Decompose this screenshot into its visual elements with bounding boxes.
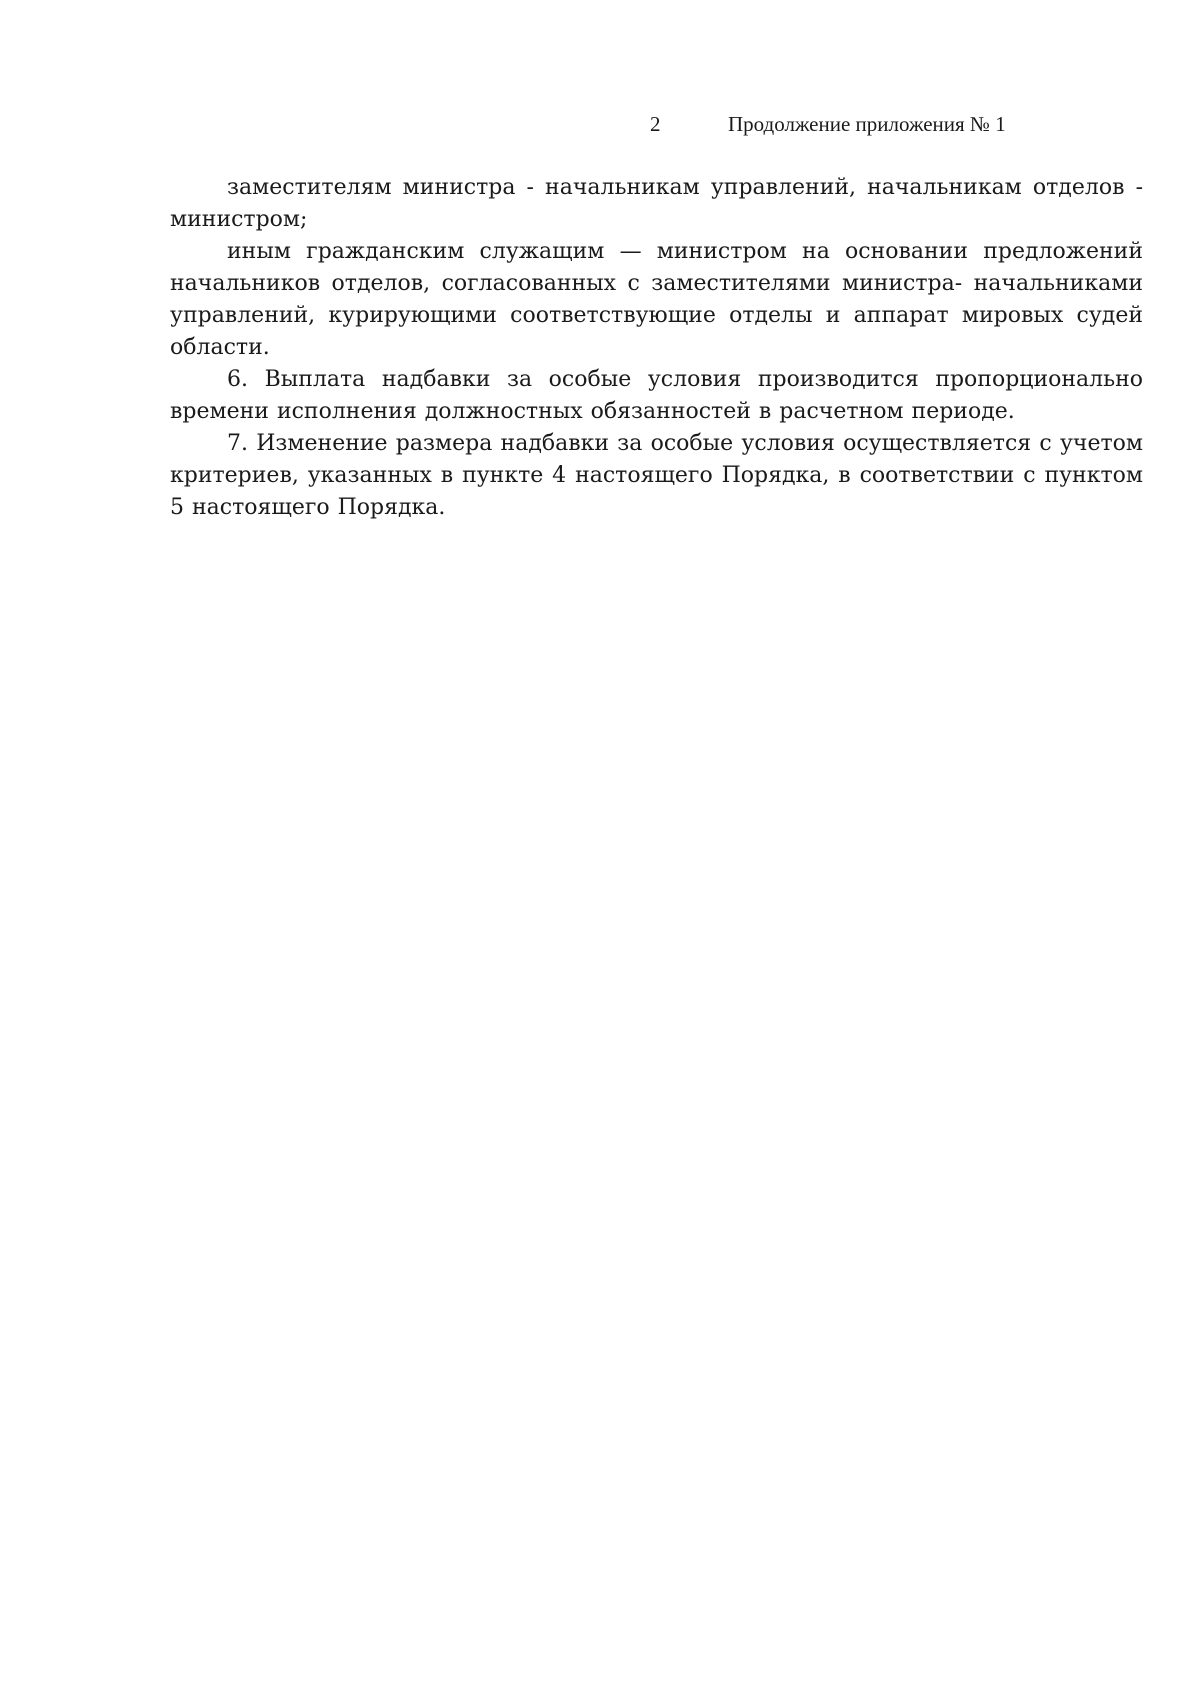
appendix-continuation-label: Продолжение приложения № 1	[728, 112, 1006, 136]
document-body	[170, 172, 1143, 524]
page-header	[0, 112, 1200, 142]
paragraph-item-6: 6. Выплата надбавки за особые условия производится пропорционально времени исполнения должностных обязанностей в расчетном периоде.	[170, 367, 1143, 424]
paragraph-item-7: 7. Изменение размера надбавки за особые условия осуществляется с учетом критериев, указанных в пункте 4 настоящего Порядка, в соответствии с пунктом 5 настоящего Порядка.	[170, 431, 1143, 520]
paragraph-other-civil-servants: иным гражданским служащим — министром на основании предложений начальников отделов, согласованных с заместителями министра- начальниками управлений, курирующими соответствующие отделы и аппарат мировых судей области.	[170, 239, 1143, 360]
paragraph-deputy-ministers: заместителям министра - начальникам управлений, начальникам отделов - министром;	[170, 175, 1143, 232]
page-number: 2	[650, 112, 661, 136]
